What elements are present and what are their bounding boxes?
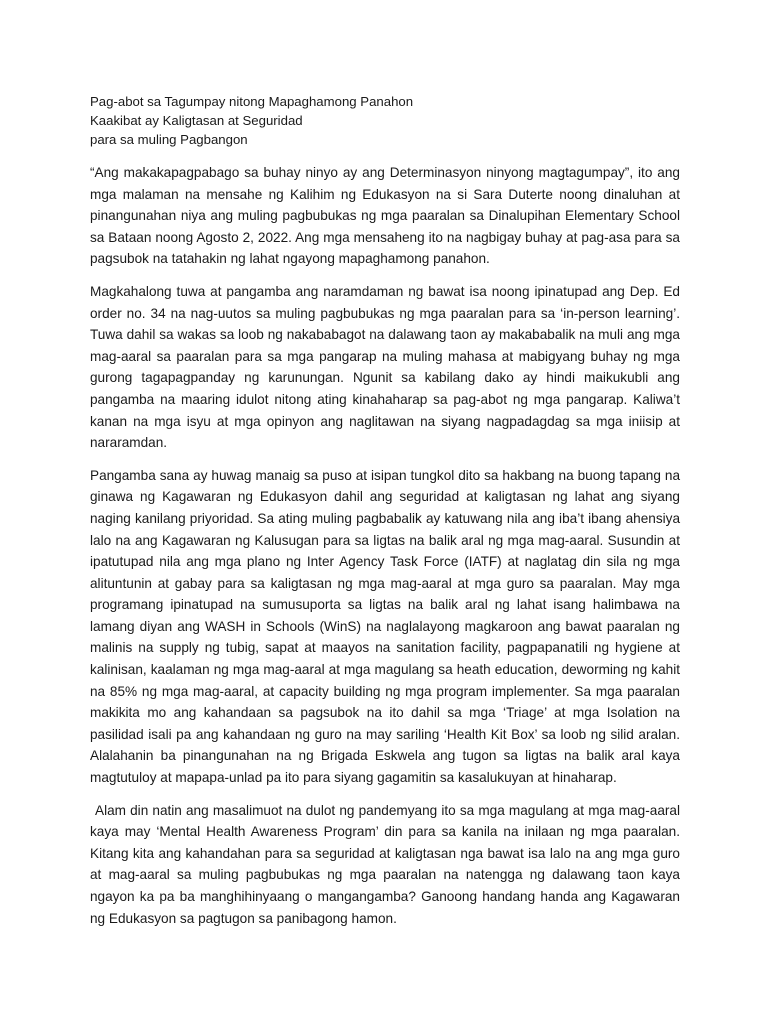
paragraph-1: “Ang makakapagpabago sa buhay ninyo ay ang Determinasyon ninyong magtagumpay”, ito ang mga malaman na mensahe ng Kalihim ng Edukasyon na si Sara Duterte noong dinaluhan at pinangunahan niya ang muling pagbubukas ng mga paaralan sa Dinalupihan Elementary School sa Bataan noong Agosto 2, 2022. Ang mga mensaheng ito na nagbigay buhay at pag-asa para sa pagsubok na tatahakin ng lahat ngayong mapaghamong panahon. — [90, 165, 680, 267]
paragraph-2: Magkahalong tuwa at pangamba ang naramdaman ng bawat isa noong ipinatupad ang Dep. Ed order no. 34 na nag-uutos sa muling pagbubukas ng mga paaralan para sa ‘in-person learning’. Tuwa dahil sa wakas sa loob ng nakababagot na dalawang taon ay makababalik na muli ang mga mag-aaral sa paaralan para sa mga pangarap na muling mahasa at mabigyang buhay ng mga gurong tagapagpanday ng karunungan. Ngunit sa kabilang dako ay hindi maikukubli ang pangamba na maaring idulot nitong ating kinahaharap sa pag-abot ng mga pangarap. Kaliwa’t kanan na mga isyu at mga opinyon ang naglitawan na siyang nagpadagdag sa mga iniisip at nararamdan. — [90, 283, 680, 451]
document-title — [90, 92, 680, 149]
title-line: para sa muling Pagbangon — [90, 132, 248, 147]
title-line: Pag-abot sa Tagumpay nitong Mapaghamong Panahon — [90, 94, 414, 109]
paragraph-3: Pangamba sana ay huwag manaig sa puso at isipan tungkol dito sa hakbang na buong tapang na ginawa ng Kagawaran ng Edukasyon dahil ang seguridad at kaligtasan ng lahat ang siyang naging kanilang priyoridad. Sa ating muling pagbabalik ay katuwang nila ang iba’t ibang ahensiya lalo na ang Kagawaran ng Kalusugan para sa ligtas na balik aral ng mga mag-aaral. Susundin at ipatutupad nila ang mga plano ng Inter Agency Task Force (IATF) at naglatag din sila ng mga alituntunin at gabay para sa kaligtasan ng mga mag-aaral at mga guro sa paaralan. May mga programang ipinatupad na sumusuporta sa ligtas na balik aral ng lahat isang halimbawa na lamang diyan ang WASH in Schools (WinS) na naglalayong magkaroon ang bawat paaralan ng malinis na supply ng tubig, sapat at maayos na sanitation facility, pagpapanatili ng hygiene at kalinisan, kaalaman ng mga mag-aaral at mga magulang sa heath education, deworming ng kahit na 85% ng mga mag-aaral, at capacity building ng mga program implementer. Sa mga paaralan makikita mo ang kahandaan sa pagsubok na ito dahil sa mga ‘Triage’ at mga Isolation na pasilidad isali pa ang kahandaan ng guro na may sariling ‘Health Kit Box’ sa loob ng silid aralan. Alalahanin ba pinangunahan na ng Brigada Eskwela ang tugon sa ligtas na balik aral kaya magtutuloy at mapapa-unlad pa ito para siyang gagamitin sa kasalukuyan at hinaharap. — [90, 467, 680, 786]
document-page — [90, 92, 680, 940]
title-line: Kaakibat ay Kaligtasan at Seguridad — [90, 113, 303, 128]
paragraph-4: Alam din natin ang masalimuot na dulot ng pandemyang ito sa mga magulang at mga mag-aaral kaya may ‘Mental Health Awareness Program’ din para sa kanila na inilaan ng mga paaralan. Kitang kita ang kahandahan para sa seguridad at kaligtasan nga bawat isa lalo na ang mga guro at mag-aaral sa muling pagbubukas ng mga paaralan na natengga ng dalawang taon kaya ngayon ka pa ba manghihinyaang o mangangamba? Ganoong handang handa ang Kagawaran ng Edukasyon sa pagtugon sa panibagong hamon. — [90, 802, 680, 926]
